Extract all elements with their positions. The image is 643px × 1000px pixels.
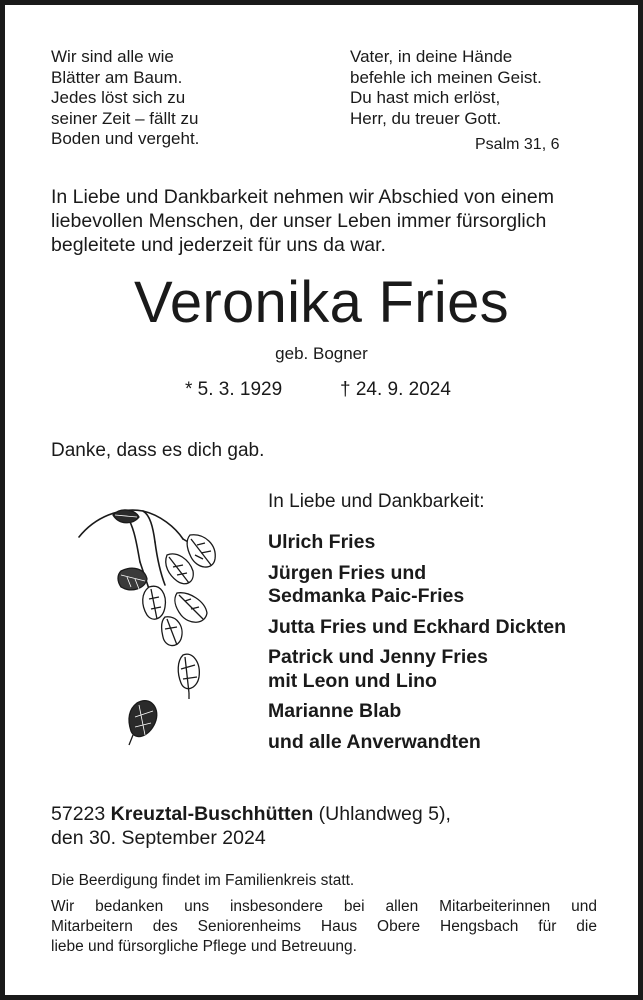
funeral-notice: Die Beerdigung findet im Familienkreis statt.: [51, 872, 355, 889]
mourners-heading: In Liebe und Dankbarkeit:: [268, 491, 485, 512]
maiden-name: geb. Bogner: [275, 344, 368, 363]
deceased-name: Veronika Fries: [134, 270, 509, 335]
mourner-name: mit Leon und Lino: [268, 669, 437, 692]
leaf-icon-4: [118, 568, 147, 590]
psalm-reference: Psalm 31, 6: [475, 136, 560, 153]
street: (Uhlandweg 5),: [318, 803, 451, 825]
verse-right-line: Herr, du treuer Gott.: [350, 108, 502, 128]
verse-left-line: Blätter am Baum.: [51, 67, 183, 87]
address-block: [51, 803, 451, 850]
leaf-icon-1: [113, 510, 139, 523]
thanks-line: Mitarbeitern des Seniorenheims Haus Obere Hengsbach für die: [51, 918, 597, 935]
mourner-name: Jutta Fries und Eckhard Dickten: [268, 615, 566, 638]
mourner-name: Marianne Blab: [268, 700, 402, 722]
leaf-icon-3: [166, 554, 194, 584]
intro-paragraph: [51, 185, 596, 257]
town: Kreuztal-Buschhütten: [110, 803, 314, 825]
leaf-icon-9: [129, 701, 157, 745]
falling-leaves-icon: [65, 497, 225, 757]
mourners-list: [268, 531, 566, 754]
verse-left: [51, 47, 199, 150]
verse-left-line: Boden und vergeht.: [51, 129, 200, 148]
verse-left-line: seiner Zeit – fällt zu: [51, 108, 199, 128]
intro-line: In Liebe und Dankbarkeit nehmen wir Abschied von einem: [51, 186, 554, 208]
verse-right-line: Du hast mich erlöst,: [350, 88, 501, 107]
leaf-icon-2: [187, 535, 215, 567]
mourner-name: und alle Anverwandten: [268, 730, 481, 753]
intro-line: liebevollen Menschen, der unser Leben immer fürsorglich: [51, 210, 547, 232]
verse-left-line: Jedes löst sich zu: [51, 88, 186, 107]
death-date: † 24. 9. 2024: [340, 379, 451, 400]
leaf-icon-5: [143, 586, 166, 619]
verse-left-line: Wir sind alle wie: [51, 47, 174, 66]
date-line: den 30. September 2024: [51, 826, 266, 849]
mourner-name: Ulrich Fries: [268, 531, 376, 553]
verse-right-line: Vater, in deine Hände: [350, 47, 513, 66]
mourner-name: Jürgen Fries und: [268, 561, 427, 584]
verse-right-line: befehle ich meinen Geist.: [350, 67, 542, 87]
intro-line: begleitete und jederzeit für uns da war.: [51, 234, 386, 256]
leaf-icon-8: [178, 654, 199, 699]
verse-right: [350, 47, 542, 129]
birth-date: * 5. 3. 1929: [185, 379, 283, 400]
mourner-name: Patrick und Jenny Fries: [268, 646, 488, 668]
leaf-icon-6: [175, 593, 207, 623]
postcode: 57223: [51, 803, 106, 825]
farewell-text: Danke, dass es dich gab.: [51, 440, 265, 461]
thanks-line: liebe und fürsorgliche Pflege und Betreuung.: [51, 938, 357, 955]
thanks-notice: [51, 897, 597, 957]
leaf-icon-7: [162, 617, 182, 646]
thanks-line: Wir bedanken uns insbesondere bei allen Mitarbeiterinnen und: [51, 898, 597, 915]
mourner-name: Sedmanka Paic-Fries: [268, 585, 465, 607]
